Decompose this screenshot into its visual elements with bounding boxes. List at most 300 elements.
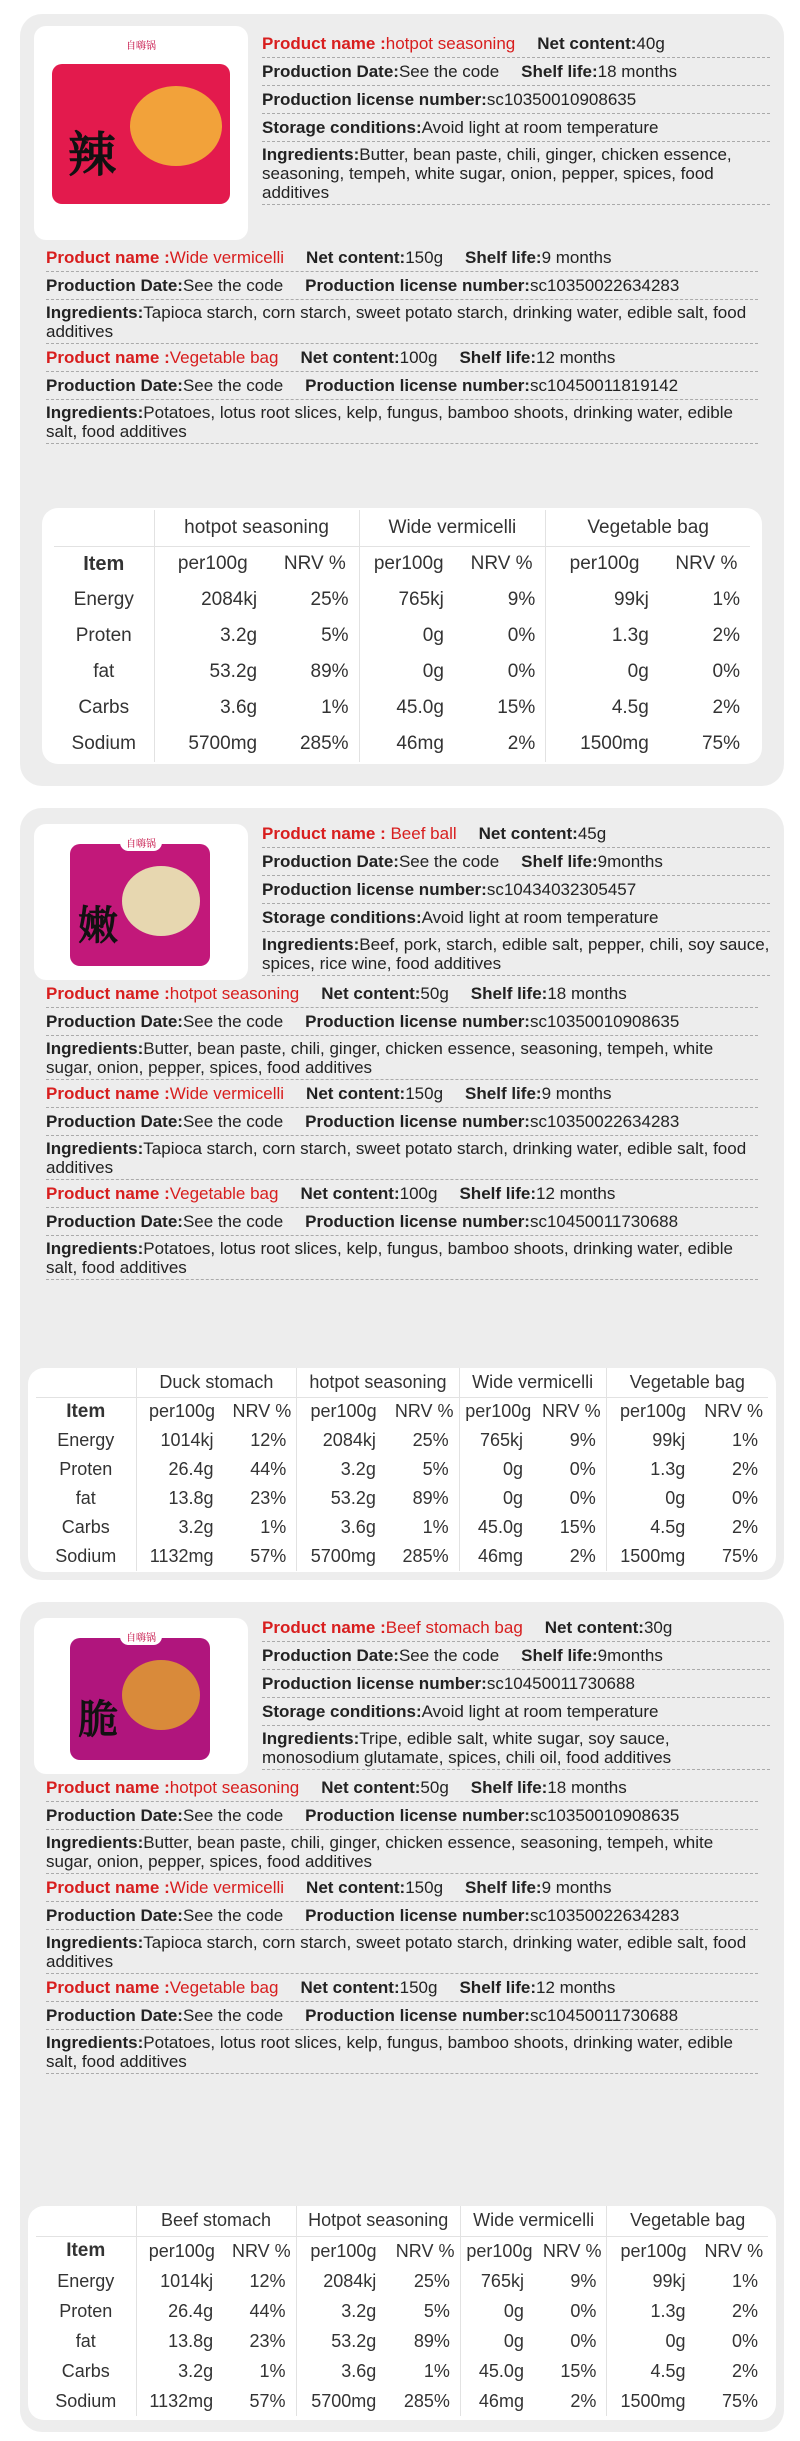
nutrient-name: fat bbox=[75, 2330, 96, 2351]
product-name-line bbox=[46, 980, 758, 1008]
product-name-line bbox=[46, 1774, 758, 1802]
per100g-value: 2084kj bbox=[297, 1426, 390, 1455]
per100g-value: 1014kj bbox=[136, 2266, 227, 2296]
per100g-value: 0g bbox=[607, 2326, 700, 2356]
nutrient-name: Carbs bbox=[61, 1517, 110, 1537]
field-label: Production Date: bbox=[46, 1806, 183, 1825]
nrv-value: 89% bbox=[413, 2330, 450, 2351]
nutrient-name: fat bbox=[75, 1488, 96, 1508]
product-panel-3 bbox=[20, 1602, 784, 2432]
per100g-value: 3.6g bbox=[154, 690, 271, 726]
per100g-label: per100g bbox=[136, 1397, 228, 1426]
info-line bbox=[46, 1902, 758, 1930]
nrv-value: 89% bbox=[412, 1488, 449, 1508]
shelf-life-label: Shelf life: bbox=[459, 1184, 536, 1203]
field-value: sc10434032305457 bbox=[486, 880, 637, 899]
table-row bbox=[36, 2296, 768, 2326]
info-line bbox=[46, 372, 758, 400]
per100g-value: 1014kj bbox=[136, 1426, 228, 1455]
per100g-value: 1500mg bbox=[607, 2386, 700, 2416]
nrv-label: NRV % bbox=[470, 553, 533, 575]
field-label: Production license number: bbox=[262, 1674, 487, 1693]
field-label: Storage conditions: bbox=[262, 908, 422, 927]
per100g-value: 13.8g bbox=[136, 1484, 228, 1513]
net-content-label: Net content: bbox=[306, 248, 406, 267]
field-value: sc10350010908635 bbox=[529, 1806, 680, 1825]
info-line bbox=[46, 1008, 758, 1036]
field-label: Production license number: bbox=[262, 880, 487, 899]
field-value: sc10350022634283 bbox=[529, 276, 680, 295]
field-value: sc10350010908635 bbox=[486, 90, 637, 109]
product-name-label: Product name : bbox=[46, 984, 170, 1003]
product-name-line bbox=[262, 1614, 770, 1642]
product-name-line bbox=[262, 820, 770, 848]
nrv-label: NRV % bbox=[395, 2240, 455, 2261]
field-label: Ingredients: bbox=[46, 2033, 144, 2052]
table-subheader-row bbox=[36, 2236, 768, 2266]
header-lines bbox=[262, 1612, 770, 1774]
header-lines bbox=[262, 818, 770, 980]
per100g-value: 3.2g bbox=[297, 1455, 390, 1484]
per100g-label: per100g bbox=[607, 2236, 700, 2266]
table-row bbox=[36, 1455, 768, 1484]
brand-logo: 自嗨锅 bbox=[120, 36, 162, 53]
field-value: See the code bbox=[182, 1212, 284, 1231]
field-value: See the code bbox=[182, 1806, 284, 1825]
field-label: Production Date: bbox=[46, 376, 183, 395]
product-name-label: Product name : bbox=[262, 34, 386, 53]
nrv-value: 1% bbox=[731, 2270, 758, 2291]
nrv-value: 75% bbox=[701, 733, 740, 754]
field-value: See the code bbox=[182, 376, 284, 395]
field-label: Storage conditions: bbox=[262, 1702, 422, 1721]
field-label: Production license number: bbox=[305, 1212, 530, 1231]
product-name-label: Product name : bbox=[46, 1778, 170, 1797]
info-line bbox=[262, 1698, 770, 1726]
field-value: See the code bbox=[182, 276, 284, 295]
nrv-label: NRV % bbox=[394, 1401, 454, 1422]
field-label: Ingredients: bbox=[46, 1139, 144, 1158]
per100g-value: 0g bbox=[460, 2326, 538, 2356]
ingredients-line bbox=[46, 300, 758, 344]
field-label: Production Date: bbox=[46, 2006, 183, 2025]
field-value: sc10350010908635 bbox=[529, 1012, 680, 1031]
nrv-value: 2% bbox=[731, 2300, 758, 2321]
per100g-value: 3.2g bbox=[154, 618, 271, 654]
product-name-line bbox=[262, 30, 770, 58]
ingredients-line bbox=[46, 1236, 758, 1280]
info-line bbox=[262, 876, 770, 904]
info-line bbox=[262, 904, 770, 932]
nrv-value: 1% bbox=[260, 1517, 287, 1537]
nrv-value: 285% bbox=[299, 733, 349, 754]
nrv-label: NRV % bbox=[542, 1401, 601, 1422]
product-column-header: hotpot seasoning bbox=[297, 1368, 459, 1397]
field-value: See the code bbox=[182, 1012, 284, 1031]
net-content-label: Net content: bbox=[300, 1978, 400, 1997]
nrv-value: 5% bbox=[422, 1459, 449, 1479]
product-name-value: Wide vermicelli bbox=[169, 1878, 285, 1897]
product-name-value: Vegetable bag bbox=[169, 348, 279, 367]
product-column-header: Wide vermicelli bbox=[460, 2206, 606, 2236]
product-column-header: Wide vermicelli bbox=[359, 510, 546, 546]
nutrition-grid bbox=[36, 2206, 768, 2416]
nrv-label: NRV % bbox=[231, 2240, 291, 2261]
nrv-value: 12% bbox=[249, 2270, 286, 2291]
per100g-value: 0g bbox=[359, 654, 458, 690]
net-content-label: Net content: bbox=[544, 1618, 644, 1637]
field-value: See the code bbox=[398, 62, 500, 81]
table-row bbox=[54, 726, 750, 762]
nrv-value: 9% bbox=[507, 589, 536, 610]
product-name-label: Product name : bbox=[262, 1618, 386, 1637]
shelf-life-label: Shelf life: bbox=[459, 348, 536, 367]
product-name-value: hotpot seasoning bbox=[385, 34, 516, 53]
nrv-value: 23% bbox=[250, 1488, 287, 1508]
nrv-label: NRV % bbox=[542, 2240, 602, 2261]
shelf-life-label: Shelf life: bbox=[459, 1978, 536, 1997]
per100g-value: 0g bbox=[546, 654, 663, 690]
per100g-value: 1.3g bbox=[607, 2296, 700, 2326]
nrv-value: 75% bbox=[721, 2390, 758, 2411]
net-content-label: Net content: bbox=[306, 1878, 406, 1897]
nrv-value: 25% bbox=[413, 2270, 450, 2291]
field-label: Production Date: bbox=[46, 1112, 183, 1131]
field-value: Avoid light at room temperature bbox=[421, 1702, 659, 1721]
nrv-value: 9% bbox=[569, 1430, 596, 1450]
per100g-value: 26.4g bbox=[136, 2296, 227, 2326]
product-name-value: Vegetable bag bbox=[169, 1978, 279, 1997]
nutrient-name: Carbs bbox=[61, 2360, 110, 2381]
table-row bbox=[36, 2386, 768, 2416]
info-line bbox=[46, 272, 758, 300]
shelf-life-value: 9 months bbox=[541, 248, 612, 267]
header-lines bbox=[262, 20, 770, 240]
info-line bbox=[262, 1670, 770, 1698]
field-label: Production Date: bbox=[46, 276, 183, 295]
net-content-label: Net content: bbox=[321, 1778, 421, 1797]
nutrient-name: Carbs bbox=[78, 697, 130, 718]
product-name-line bbox=[46, 1080, 758, 1108]
field-value: Potatoes, lotus root slices, kelp, fungus, bamboo shoots, drinking water, edible salt, food additives bbox=[46, 2033, 733, 2071]
nrv-value: 2% bbox=[731, 2360, 758, 2381]
product-column-header: Hotpot seasoning bbox=[296, 2206, 460, 2236]
shelf-life-value: 18 months bbox=[547, 1778, 627, 1797]
nrv-value: 12% bbox=[250, 1430, 287, 1450]
per100g-value: 1132mg bbox=[136, 2386, 227, 2416]
field-value: See the code bbox=[182, 1906, 284, 1925]
product-name-value: hotpot seasoning bbox=[169, 1778, 300, 1797]
nrv-value: 0% bbox=[731, 2330, 758, 2351]
net-content-value: 50g bbox=[420, 984, 449, 1003]
nrv-value: 285% bbox=[402, 1546, 449, 1566]
product-name-value: Vegetable bag bbox=[169, 1184, 279, 1203]
per100g-label: per100g bbox=[296, 2236, 390, 2266]
field-label: Shelf life: bbox=[521, 852, 598, 871]
field-label: Ingredients: bbox=[46, 1833, 144, 1852]
per100g-value: 26.4g bbox=[136, 1455, 228, 1484]
nrv-value: 0% bbox=[507, 661, 536, 682]
per100g-value: 2084kj bbox=[154, 582, 271, 618]
per100g-value: 765kj bbox=[459, 1426, 537, 1455]
product-column-header: Beef stomach bbox=[136, 2206, 296, 2236]
nrv-value: 0% bbox=[507, 625, 536, 646]
product-name-label: Product name : bbox=[46, 1878, 170, 1897]
product-name-label: Product name : bbox=[46, 1084, 170, 1103]
per100g-value: 2084kj bbox=[296, 2266, 390, 2296]
nrv-value: 25% bbox=[412, 1430, 449, 1450]
field-label: Production license number: bbox=[305, 276, 530, 295]
field-value: Tripe, edible salt, white sugar, soy sauce, monosodium glutamate, spices, chili oil, food additives bbox=[262, 1729, 672, 1767]
item-header-empty bbox=[36, 2206, 136, 2236]
table-row bbox=[54, 690, 750, 726]
nrv-value: 0% bbox=[570, 2300, 597, 2321]
shelf-life-value: 9 months bbox=[541, 1878, 612, 1897]
item-label: Item bbox=[66, 2240, 106, 2262]
product-name-line bbox=[46, 1974, 758, 2002]
field-value: Potatoes, lotus root slices, kelp, fungus, bamboo shoots, drinking water, edible salt, food additives bbox=[46, 1239, 733, 1277]
table-row bbox=[36, 1513, 768, 1542]
field-value: Tapioca starch, corn starch, sweet potato starch, drinking water, edible salt, food additives bbox=[46, 1139, 747, 1177]
ingredients-line bbox=[46, 2030, 758, 2074]
info-line bbox=[262, 848, 770, 876]
product-column-header: hotpot seasoning bbox=[154, 510, 359, 546]
info-line bbox=[262, 86, 770, 114]
body-lines bbox=[20, 1774, 784, 2074]
field-value: sc10450011730688 bbox=[529, 2006, 679, 2025]
per100g-value: 3.2g bbox=[296, 2296, 390, 2326]
net-content-value: 150g bbox=[405, 1878, 444, 1897]
nutrient-name: Sodium bbox=[55, 2390, 117, 2411]
per100g-value: 45.0g bbox=[359, 690, 458, 726]
field-label: Production Date: bbox=[262, 852, 399, 871]
product-character: 辣 bbox=[68, 127, 117, 183]
ingredients-line bbox=[262, 1726, 770, 1770]
info-line bbox=[262, 58, 770, 86]
table-row bbox=[36, 1542, 768, 1571]
nrv-value: 2% bbox=[731, 1459, 758, 1479]
shelf-life-label: Shelf life: bbox=[465, 248, 542, 267]
per100g-value: 1.3g bbox=[606, 1455, 699, 1484]
field-label: Shelf life: bbox=[521, 1646, 598, 1665]
nrv-value: 89% bbox=[310, 661, 349, 682]
shelf-life-label: Shelf life: bbox=[470, 1778, 548, 1797]
nrv-value: 1% bbox=[712, 589, 740, 610]
nrv-value: 2% bbox=[570, 2390, 597, 2411]
nrv-value: 25% bbox=[310, 589, 349, 610]
nrv-value: 2% bbox=[569, 1546, 596, 1566]
per100g-label: per100g bbox=[136, 2236, 227, 2266]
ingredients-line bbox=[46, 400, 758, 444]
per100g-value: 46mg bbox=[359, 726, 458, 762]
table-subheader-row bbox=[54, 546, 750, 582]
net-content-label: Net content: bbox=[306, 1084, 406, 1103]
table-header-row bbox=[36, 1368, 768, 1397]
field-label: Production license number: bbox=[305, 376, 530, 395]
per100g-value: 4.5g bbox=[607, 2356, 700, 2386]
table-row bbox=[36, 2326, 768, 2356]
table-row bbox=[54, 582, 750, 618]
product-name-label: Product name : bbox=[46, 348, 170, 367]
net-content-value: 30g bbox=[643, 1618, 673, 1637]
field-value: Avoid light at room temperature bbox=[421, 908, 659, 927]
table-row bbox=[36, 1484, 768, 1513]
nrv-value: 0% bbox=[569, 1459, 596, 1479]
field-label: Production Date: bbox=[46, 1012, 183, 1031]
nrv-value: 1% bbox=[731, 1430, 758, 1450]
nrv-value: 15% bbox=[497, 697, 536, 718]
info-line bbox=[46, 1208, 758, 1236]
field-label: Shelf life: bbox=[521, 62, 598, 81]
info-line bbox=[262, 114, 770, 142]
product-name-label: Product name : bbox=[46, 248, 170, 267]
per100g-value: 0g bbox=[459, 1484, 537, 1513]
nrv-value: 2% bbox=[731, 1517, 758, 1537]
product-bowl bbox=[122, 1660, 200, 1730]
per100g-label: per100g bbox=[297, 1397, 390, 1426]
field-label: Ingredients: bbox=[262, 1729, 360, 1748]
shelf-life-value: 12 months bbox=[535, 1978, 616, 1997]
net-content-label: Net content: bbox=[300, 1184, 400, 1203]
field-label: Ingredients: bbox=[46, 303, 144, 322]
per100g-value: 0g bbox=[359, 618, 458, 654]
per100g-label: per100g bbox=[546, 546, 663, 582]
per100g-value: 5700mg bbox=[296, 2386, 390, 2416]
nutrition-table bbox=[28, 2206, 776, 2420]
nrv-value: 0% bbox=[712, 661, 740, 682]
field-label: Ingredients: bbox=[46, 1239, 144, 1258]
per100g-value: 1132mg bbox=[136, 1542, 228, 1571]
field-label: Production license number: bbox=[305, 1906, 530, 1925]
brand-logo: 自嗨锅 bbox=[120, 1628, 162, 1645]
table-row bbox=[36, 1426, 768, 1455]
net-content-label: Net content: bbox=[300, 348, 400, 367]
product-name-label: Product name : bbox=[262, 824, 391, 843]
field-label: Storage conditions: bbox=[262, 118, 422, 137]
per100g-value: 99kj bbox=[606, 1426, 699, 1455]
net-content-value: 150g bbox=[399, 1978, 438, 1997]
per100g-value: 99kj bbox=[607, 2266, 700, 2296]
per100g-value: 0g bbox=[459, 1455, 537, 1484]
field-value: Potatoes, lotus root slices, kelp, fungus, bamboo shoots, drinking water, edible salt, food additives bbox=[46, 403, 733, 441]
per100g-value: 4.5g bbox=[606, 1513, 699, 1542]
field-value: sc10450011730688 bbox=[529, 1212, 679, 1231]
nrv-value: 23% bbox=[249, 2330, 286, 2351]
product-name-value: hotpot seasoning bbox=[169, 984, 300, 1003]
per100g-value: 5700mg bbox=[297, 1542, 390, 1571]
shelf-life-label: Shelf life: bbox=[465, 1084, 542, 1103]
product-name-line bbox=[46, 1180, 758, 1208]
ingredients-line bbox=[46, 1830, 758, 1874]
shelf-life-value: 12 months bbox=[535, 1184, 616, 1203]
net-content-value: 45g bbox=[577, 824, 607, 843]
field-value: Tapioca starch, corn starch, sweet potato starch, drinking water, edible salt, food additives bbox=[46, 303, 747, 341]
field-value: Tapioca starch, corn starch, sweet potato starch, drinking water, edible salt, food additives bbox=[46, 1933, 747, 1971]
field-value: sc10350022634283 bbox=[529, 1906, 680, 1925]
nrv-value: 2% bbox=[507, 733, 536, 754]
nrv-value: 1% bbox=[422, 1517, 449, 1537]
field-value: 9months bbox=[597, 852, 663, 871]
net-content-value: 100g bbox=[399, 348, 438, 367]
field-label: Production Date: bbox=[262, 1646, 399, 1665]
nrv-value: 5% bbox=[423, 2300, 450, 2321]
brand-logo: 自嗨锅 bbox=[120, 834, 162, 851]
product-column-header: Wide vermicelli bbox=[459, 1368, 606, 1397]
body-lines bbox=[20, 980, 784, 1280]
nutrient-name: Energy bbox=[57, 1430, 115, 1450]
nrv-label: NRV % bbox=[704, 2240, 764, 2261]
product-column-header: Vegetable bag bbox=[607, 2206, 768, 2236]
nutrition-table bbox=[42, 508, 762, 764]
nrv-value: 0% bbox=[731, 1488, 758, 1508]
field-value: sc10450011819142 bbox=[529, 376, 679, 395]
per100g-label: per100g bbox=[154, 546, 271, 582]
per100g-value: 3.2g bbox=[136, 2356, 227, 2386]
field-label: Ingredients: bbox=[46, 1933, 144, 1952]
nutrient-name: Proten bbox=[59, 1459, 113, 1479]
nrv-label: NRV % bbox=[283, 553, 346, 575]
nutrition-grid bbox=[36, 1368, 768, 1571]
nrv-value: 2% bbox=[712, 697, 740, 718]
ingredients-line bbox=[46, 1930, 758, 1974]
per100g-value: 53.2g bbox=[297, 1484, 390, 1513]
per100g-value: 3.2g bbox=[136, 1513, 228, 1542]
product-column-header: Vegetable bag bbox=[606, 1368, 768, 1397]
ingredients-line bbox=[262, 142, 770, 205]
field-value: Avoid light at room temperature bbox=[421, 118, 659, 137]
product-image bbox=[34, 824, 248, 980]
per100g-label: per100g bbox=[359, 546, 458, 582]
per100g-value: 0g bbox=[606, 1484, 699, 1513]
field-label: Production license number: bbox=[305, 1806, 530, 1825]
nutrient-name: fat bbox=[93, 661, 115, 682]
per100g-value: 46mg bbox=[459, 1542, 537, 1571]
per100g-value: 46mg bbox=[460, 2386, 538, 2416]
field-value: See the code bbox=[182, 1112, 284, 1131]
nrv-value: 0% bbox=[569, 1488, 596, 1508]
per100g-value: 0g bbox=[460, 2296, 538, 2326]
product-name-value: Beef ball bbox=[390, 824, 457, 843]
info-line bbox=[46, 1108, 758, 1136]
product-column-header: Vegetable bag bbox=[546, 510, 750, 546]
field-value: sc10350022634283 bbox=[529, 1112, 680, 1131]
per100g-value: 99kj bbox=[546, 582, 663, 618]
product-image bbox=[34, 1618, 248, 1774]
product-character: 脆 bbox=[78, 1696, 118, 1743]
field-value: See the code bbox=[182, 2006, 284, 2025]
nrv-value: 75% bbox=[721, 1546, 758, 1566]
product-name-value: Wide vermicelli bbox=[169, 248, 285, 267]
table-row bbox=[54, 654, 750, 690]
per100g-value: 3.6g bbox=[296, 2356, 390, 2386]
field-label: Production Date: bbox=[46, 1906, 183, 1925]
table-row bbox=[36, 2356, 768, 2386]
shelf-life-value: 12 months bbox=[535, 348, 616, 367]
per100g-value: 3.6g bbox=[297, 1513, 390, 1542]
field-label: Ingredients: bbox=[46, 1039, 144, 1058]
field-label: Production Date: bbox=[262, 62, 399, 81]
shelf-life-label: Shelf life: bbox=[470, 984, 548, 1003]
per100g-label: per100g bbox=[459, 1397, 537, 1426]
field-label: Ingredients: bbox=[46, 403, 144, 422]
field-value: Beef, pork, starch, edible salt, pepper, chili, soy sauce, spices, rice wine, food additives bbox=[262, 935, 770, 973]
nutrient-name: Sodium bbox=[55, 1546, 117, 1566]
product-column-header: Duck stomach bbox=[136, 1368, 297, 1397]
field-label: Production Date: bbox=[46, 1212, 183, 1231]
field-value: 9months bbox=[597, 1646, 663, 1665]
nutrient-name: Proten bbox=[59, 2300, 113, 2321]
per100g-value: 45.0g bbox=[460, 2356, 538, 2386]
